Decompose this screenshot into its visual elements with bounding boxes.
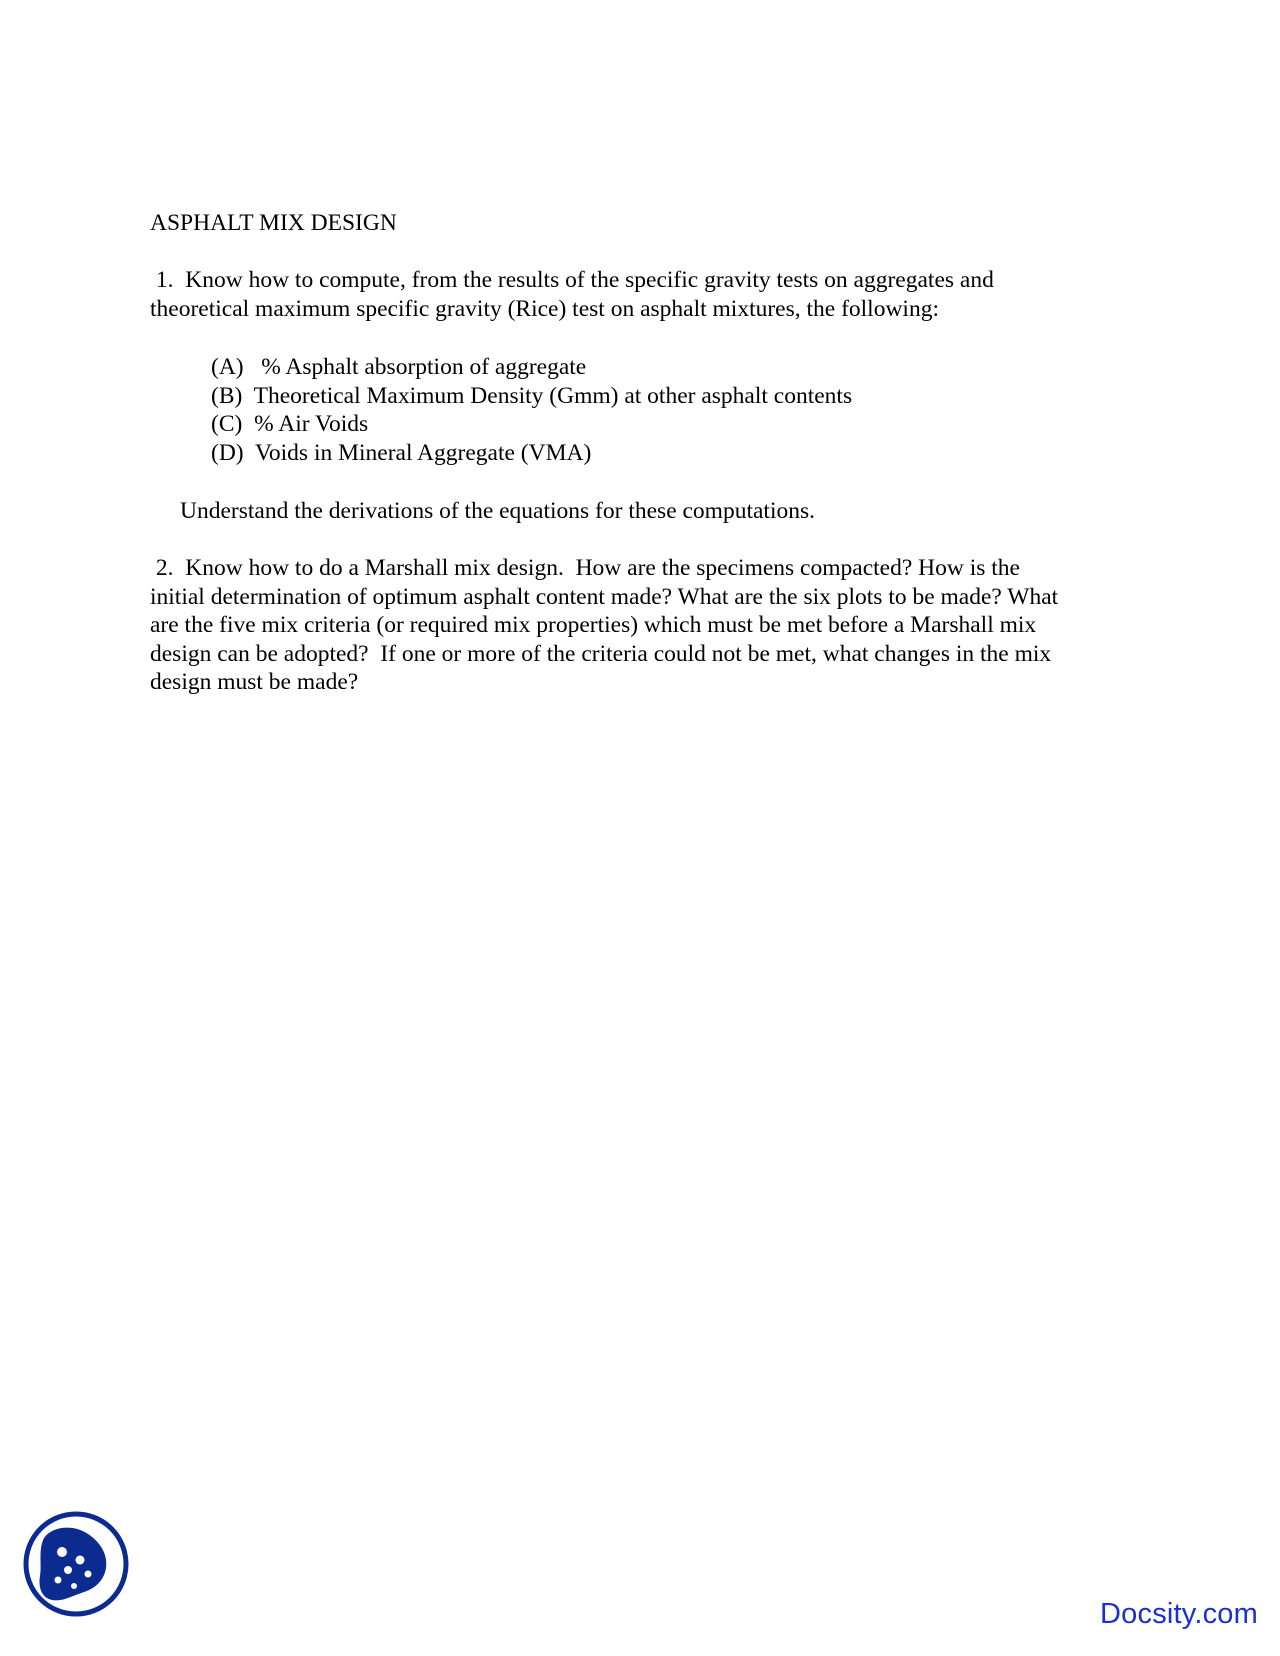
- docsity-brand-link[interactable]: Docsity.com: [1100, 1598, 1258, 1630]
- question-2-line: initial determination of optimum asphalt content made? What are the six plots to be made? What: [150, 583, 1059, 610]
- question-2-line: are the five mix criteria (or required mix properties) which must be met before a Marshall mix: [150, 612, 1037, 639]
- question-2-paragraph: [150, 554, 1130, 697]
- question-1-line-1: 1. Know how to compute, from the results of the specific gravity tests on aggregates and: [150, 267, 994, 293]
- list-item-c: (C) % Air Voids: [211, 411, 369, 437]
- question-2-line: 2. Know how to do a Marshall mix design. How are the specimens compacted? How is the: [150, 555, 1020, 581]
- list-item-b: (B) Theoretical Maximum Density (Gmm) at other asphalt contents: [211, 383, 853, 409]
- question-1-line-2: theoretical maximum specific gravity (Rice) test on asphalt mixtures, the following:: [150, 296, 939, 322]
- docsity-logo-icon[interactable]: [22, 1510, 130, 1618]
- question-2-line: design must be made?: [150, 669, 359, 696]
- document-title: ASPHALT MIX DESIGN: [150, 210, 397, 236]
- list-item-a: (A) % Asphalt absorption of aggregate: [211, 354, 587, 380]
- list-item-d: (D) Voids in Mineral Aggregate (VMA): [211, 440, 592, 466]
- question-1-note: Understand the derivations of the equations for these computations.: [180, 498, 815, 524]
- question-2-line: design can be adopted? If one or more of the criteria could not be met, what changes in the mix: [150, 640, 1052, 667]
